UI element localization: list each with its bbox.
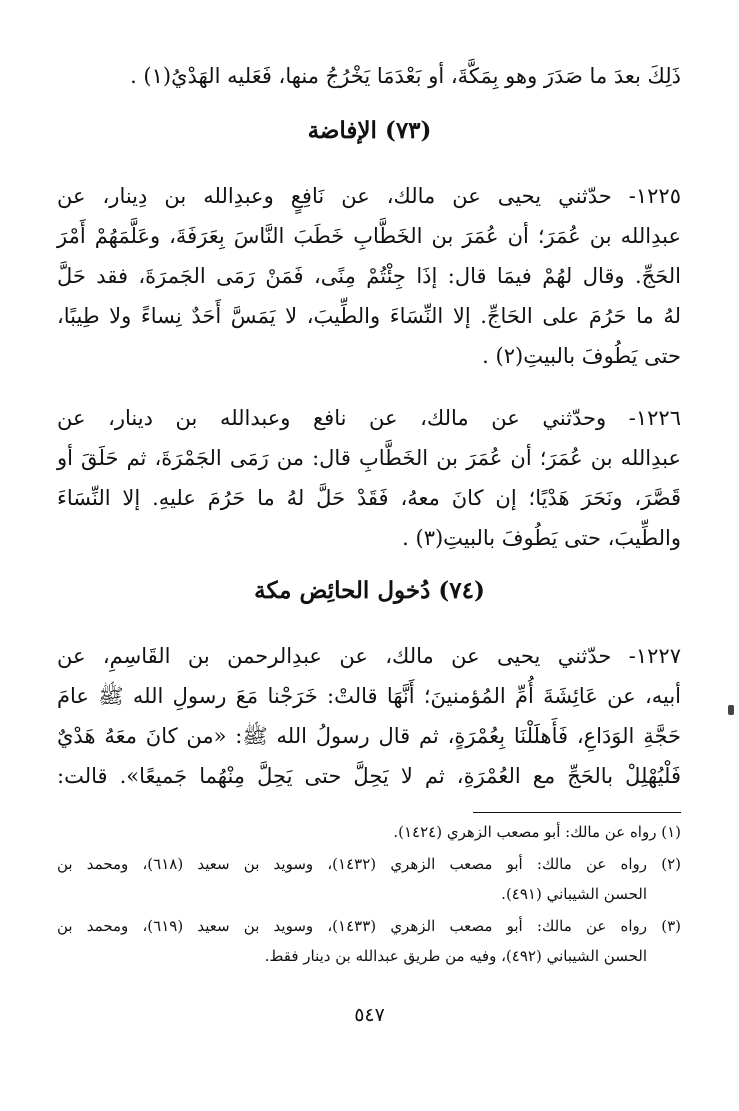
hadith-1225-line-1: ١٢٢٥- حدّثني يحيى عن مالك، عن نَافِعٍ وعبدِالله بن دِينار، عن [57, 184, 681, 208]
footnote-1-line-1: (١) رواه عن مالك: أبو مصعب الزهري (١٤٢٤). [393, 823, 681, 841]
hadith-1227-line-2: أبيه، عن عَائِشَةَ أُمِّ المُؤمنينَ؛ أَنَّهَا قالتْ: خَرَجْنا مَعَ رسولِ الله ﷺ عامَ [57, 684, 681, 708]
footnote-divider [473, 812, 681, 813]
footnote-2-line-2: الحسن الشيباني (٤٩١). [501, 885, 647, 903]
hadith-1225-line-2: عبدِالله بن عُمَرَ؛ أن عُمَرَ بن الخَطَّابِ خَطَبَ النَّاسَ بِعَرَفَةَ، وعَلَّمَهُمْ أَمْرَ [57, 224, 681, 248]
intro-line: ذَلِكَ بعدَ ما صَدَرَ وهو بِمَكَّةَ، أو بَعْدَمَا يَخْرُجُ منها، فَعَليه الهَدْيُ(١) . [130, 64, 681, 88]
section-heading-73: (٧٣) الإفاضة [307, 117, 432, 144]
hadith-1225-line-5: حتى يَطُوفَ بالبيتِ(٢) . [482, 344, 681, 368]
footnote-3-line-2: الحسن الشيباني (٤٩٢)، وفيه من طريق عبدالله بن دينار فقط. [264, 947, 647, 965]
hadith-1227-line-1: ١٢٢٧- حدّثني يحيى عن مالك، عن عبدِالرحمن بن القَاسِمِ، عن [57, 644, 681, 668]
hadith-1226-line-3: قَصَّرَ، ونَحَرَ هَدْيًا؛ إن كانَ معهُ، فَقَدْ حَلَّ لهُ ما حَرُمَ عليهِ. إلا النِّسَاءَ [57, 486, 681, 510]
section-heading-74: (٧٤) دُخول الحائِض مكة [254, 577, 485, 604]
hadith-1226-line-1: ١٢٢٦- وحدّثني عن مالك، عن نافع وعبدالله بن دينار، عن [57, 406, 681, 430]
hadith-1226-line-2: عبدِالله بن عُمَرَ؛ أن عُمَرَ بن الخَطَّابِ قال: من رَمَى الجَمْرَةَ، ثم حَلَقَ أو [57, 446, 681, 470]
margin-mark [728, 705, 734, 715]
hadith-1227-line-4: فَلْيُهْلِلْ بالحَجِّ مع العُمْرَةِ، ثم لا يَحِلَّ حتى يَحِلَّ مِنْهُما جَميعًا». قالت: [57, 764, 681, 788]
page-number: ٥٤٧ [354, 1004, 385, 1026]
hadith-1225-line-3: الحَجِّ. وقال لهُمْ فيمَا قال: إذَا جِئْتُمْ مِنًى، فَمَنْ رَمَى الجَمرَةَ، فقد حَلَّ [57, 264, 681, 288]
hadith-1226-line-4: والطِّيبَ، حتى يَطُوفَ بالبيتِ(٣) . [402, 526, 681, 550]
hadith-1225-line-4: لهُ ما حَرُمَ على الحَاجِّ. إلا النِّسَاءَ والطِّيبَ، لا يَمَسَّ أَحَدٌ نِساءً ولا طِيبًا، [57, 304, 681, 328]
footnote-3-line-1: (٣) رواه عن مالك: أبو مصعب الزهري (١٤٣٣)، وسويد بن سعيد (٦١٩)، ومحمد بن [57, 917, 681, 935]
footnote-2-line-1: (٢) رواه عن مالك: أبو مصعب الزهري (١٤٣٢)، وسويد بن سعيد (٦١٨)، ومحمد بن [57, 855, 681, 873]
hadith-1227-line-3: حَجَّةِ الوَدَاعِ، فَأَهلَلْنَا بِعُمْرَةٍ، ثم قال رسولُ الله ﷺ: «من كانَ معَهُ هَدْيٌ [57, 724, 681, 748]
